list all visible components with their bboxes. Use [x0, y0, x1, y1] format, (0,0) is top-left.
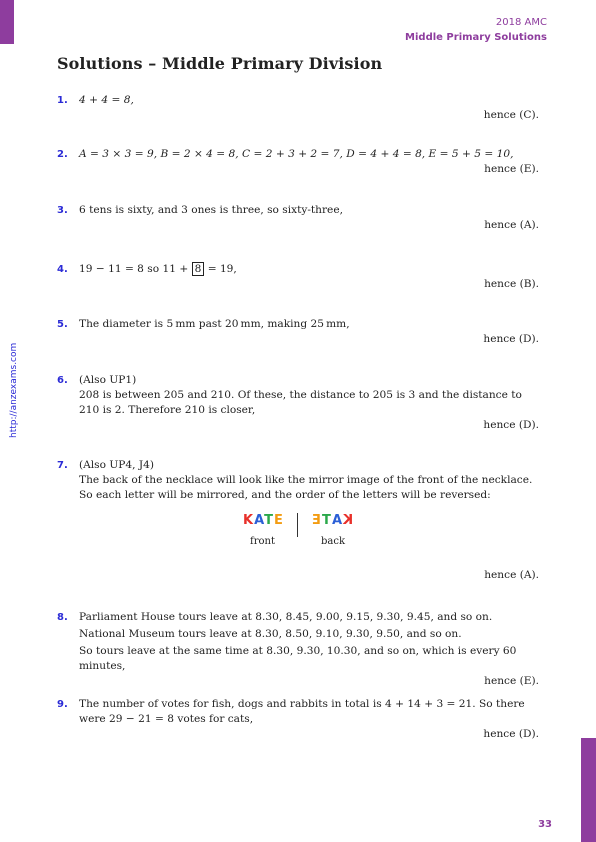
solution-item-9 — [57, 697, 539, 742]
item-text: Parliament House tours leave at 8.30, 8.45, 9.00, 9.15, 9.30, 9.45, and so on. — [79, 611, 493, 623]
item-text: A = 3 × 3 = 9, B = 2 × 4 = 8, C = 2 + 3 + 2 = 7, D = 4 + 4 = 8, E = 5 + 5 = 10, — [79, 148, 514, 160]
item-answer: hence (D). — [483, 419, 539, 431]
necklace-front-label: front — [250, 536, 275, 547]
necklace-figure — [243, 513, 363, 553]
item-text: The back of the necklace will look like the mirror image of the front of the necklace. So each letter will be mirrored, and the order of the letters will be reversed: — [79, 474, 533, 501]
item-number: 1. — [57, 95, 68, 106]
necklace-letter-mirrored: E — [311, 513, 321, 528]
solution-item-7-answer — [57, 568, 539, 583]
solution-item-4 — [57, 262, 539, 292]
necklace-letter-mirrored: K — [341, 513, 353, 528]
item-number: 9. — [57, 699, 68, 710]
necklace-letter: A — [254, 513, 265, 528]
item-number: 6. — [57, 375, 68, 386]
item-answer: hence (E). — [484, 163, 539, 175]
item-answer: hence (B). — [484, 278, 539, 290]
header-competition: 2018 AMC — [495, 17, 547, 28]
item-text: So tours leave at the same time at 8.30, 9.30, 10.30, and so on, which is every 60 minutes, — [79, 645, 517, 672]
necklace-letter: T — [264, 513, 275, 528]
item-number: 3. — [57, 205, 68, 216]
necklace-letter-mirrored: T — [320, 513, 331, 528]
side-url-watermark: http://anzexams.com — [9, 342, 19, 438]
solution-item-6 — [57, 373, 539, 433]
solution-item-2 — [57, 147, 539, 177]
solution-item-8 — [57, 610, 539, 689]
item-number: 4. — [57, 264, 68, 275]
item-answer: hence (E). — [484, 675, 539, 687]
solution-item-3 — [57, 203, 539, 233]
necklace-back-label: back — [321, 536, 346, 547]
item-text: 6 tens is sixty, and 3 ones is three, so sixty-three, — [79, 204, 343, 216]
solution-item-5 — [57, 317, 539, 347]
necklace-letter: E — [274, 513, 284, 528]
equation-start: 19 − 11 = 8 so 11 + — [79, 263, 192, 275]
item-answer: hence (C). — [483, 109, 539, 121]
item-text: 4 + 4 = 8, — [79, 94, 134, 106]
item-text: The number of votes for fish, dogs and rabbits in total is 4 + 14 + 3 = 21. So there were 29 − 21 = 8 votes for cats, — [79, 698, 525, 725]
item-text: National Museum tours leave at 8.30, 8.50, 9.10, 9.30, 9.50, and so on. — [79, 628, 462, 640]
page-number: 33 — [538, 819, 552, 830]
equation-end: = 19, — [204, 263, 237, 275]
item-text — [79, 262, 539, 277]
necklace-back-word — [311, 513, 353, 528]
necklace-front-word — [243, 513, 284, 528]
item-answer: hence (D). — [483, 333, 539, 345]
necklace-letter: K — [243, 513, 255, 528]
necklace-divider — [297, 513, 298, 537]
header-section: Middle Primary Solutions — [405, 32, 547, 43]
solution-item-1 — [57, 93, 539, 123]
item-text: 208 is between 205 and 210. Of these, the distance to 205 is 3 and the distance to 210 is 2. Therefore 210 is closer, — [79, 389, 522, 416]
item-note: (Also UP1) — [79, 374, 137, 386]
item-number: 8. — [57, 612, 68, 623]
item-number: 2. — [57, 149, 68, 160]
solution-item-7 — [57, 458, 539, 503]
page-tab-bottom — [581, 738, 596, 842]
item-number: 5. — [57, 319, 68, 330]
item-answer: hence (D). — [483, 728, 539, 740]
item-answer: hence (A). — [484, 569, 539, 581]
boxed-answer: 8 — [192, 262, 205, 276]
page-tab-top — [0, 0, 14, 44]
necklace-letter-mirrored: A — [330, 513, 342, 528]
item-note: (Also UP4, J4) — [79, 459, 155, 471]
page-title: Solutions – Middle Primary Division — [57, 54, 383, 73]
item-number: 7. — [57, 460, 68, 471]
item-text: The diameter is 5 mm past 20 mm, making 25 mm, — [79, 318, 350, 330]
item-answer: hence (A). — [484, 219, 539, 231]
